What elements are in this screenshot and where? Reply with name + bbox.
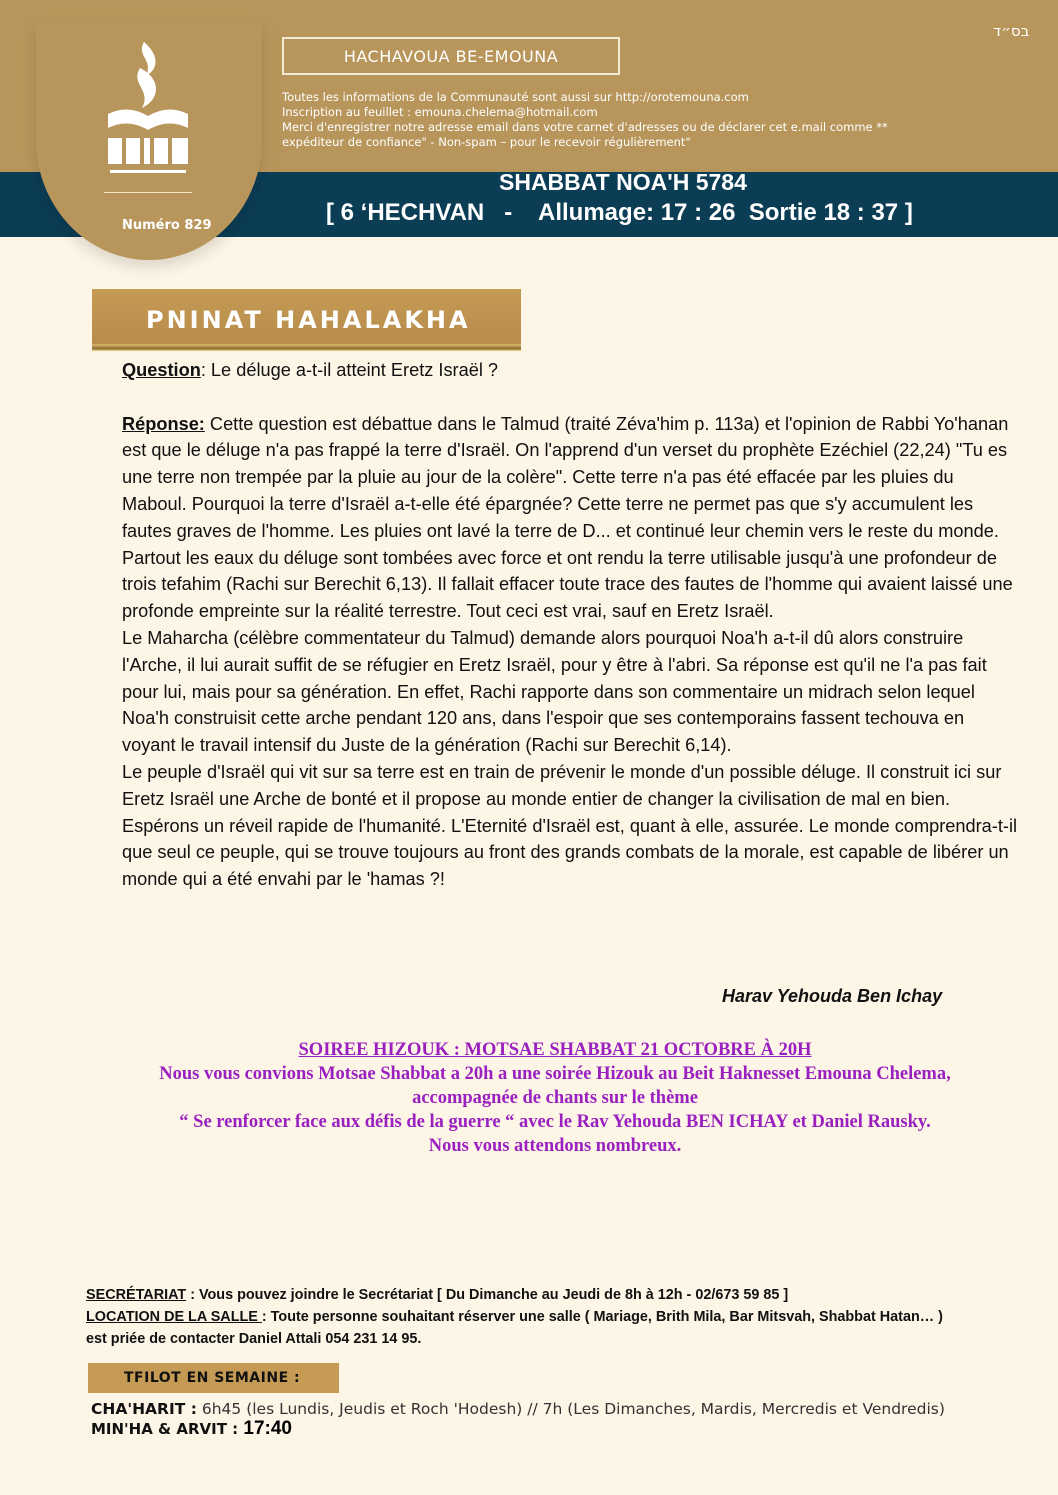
info-line: Inscription au feuillet : emouna.chelema@hotmail.com <box>282 105 598 119</box>
location-line-2: est priée de contacter Daniel Attali 054 231 14 95. <box>86 1331 422 1347</box>
event-line: accompagnée de chants sur le thème <box>412 1088 698 1108</box>
location-label: LOCATION DE LA SALLE <box>86 1309 262 1325</box>
shabbat-times: [ 6 ‘HECHVAN - Allumage: 17 : 26 Sortie 18 : 37 ] <box>326 199 913 226</box>
question <box>122 357 1022 384</box>
info-line: expéditeur de confiance" - Non-spam – pour le recevoir régulièrement" <box>282 135 691 149</box>
event-announcement <box>80 1038 1030 1158</box>
minha-label: MIN'HA & ARVIT : <box>91 1420 244 1438</box>
tfilot-title: TFILOT EN SEMAINE : <box>88 1363 339 1393</box>
secretariat-label: SECRÉTARIAT <box>86 1287 187 1303</box>
reponse <box>122 411 1022 625</box>
paragraph: Espérons un réveil rapide de l'humanité. L'Eternité d'Israël est, quant à elle, assurée. Le monde comprendra-t-il que seul ce peuple, qui se trouve toujours au front des grands combats de la morale, est capable de libérer un monde qui a été envahi par le 'hamas ?! <box>122 815 1018 890</box>
section-title: PNINAT HAHALAKHA <box>92 289 521 351</box>
event-line: Nous vous convions Motsae Shabbat a 20h a une soirée Hizouk au Beit Haknesset Emouna Chelema, <box>159 1064 951 1084</box>
event-line: Nous vous attendons nombreux. <box>428 1136 682 1156</box>
logo-divider <box>104 192 192 193</box>
info-line: Merci d'enregistrer notre adresse email dans votre carnet d'adresses ou de déclarer cet e.mail comme ** <box>282 120 888 134</box>
reponse-text: Cette question est débattue dans le Talmud (traité Zéva'him p. 113a) et l'opinion de Rabbi Yo'hanan est que le déluge n'a pas frappé la terre d'Israël. On l'apprend d'un verset du prophète Ezéchiel (22,24) "Tu es une terre non trempée par la pluie au jour de la colère". Cette terre n'a pas été effacée par les pluies du Maboul. Pourquoi la terre d'Israël a-t-elle été épargnée? Cette terre ne permet pas que s'y accumulent les fautes graves de l'homme. Les pluies ont lavé la terre de D... et continué leur chemin vers le reste du monde. Partout les eaux du déluge sont tombées avec force et ont rendu la terre utilisable jusqu'à une profondeur de trois tefahim (Rachi sur Berechit 6,13). Il fallait effacer toute trace des fautes de l'homme qui avaient laissé une profonde empreinte sur la réalité terrestre. Tout ceci est vrai, sauf en Eretz Israël. <box>122 413 1013 622</box>
issue-number: Numéro 829 <box>122 218 212 233</box>
event-line: “ Se renforcer face aux défis de la guerre “ avec le Rav Yehouda BEN ICHAY et Daniel Rausky. <box>179 1112 931 1132</box>
bsd-mark: בס״ד <box>993 22 1030 40</box>
paragraph: Le Maharcha (célèbre commentateur du Talmud) demande alors pourquoi Noa'h a-t-il dû alors construire l'Arche, il lui aurait suffit de se réfugier en Eretz Israël, pour y être à l'abri. Sa réponse est qu'il ne l'a pas fait pour lui, mais pour sa génération. En effet, Rachi rapporte dans son commentaire un midrach selon lequel Noa'h construisit cette arche pendant 120 ans, dans l'espoir que ses contemporains fassent techouva en voyant le travail intensif du Juste de la génération (Rachi sur Berechit 6,14). <box>122 627 987 756</box>
minha-line <box>91 1418 292 1440</box>
reponse-label: Réponse: <box>122 413 205 434</box>
header-info <box>282 90 942 150</box>
chaharit-text: 6h45 (les Lundis, Jeudis et Roch 'Hodesh) // 7h (Les Dimanches, Mardis, Mercredis et Vendredis) <box>196 1400 945 1418</box>
event-title: SOIREE HIZOUK : MOTSAE SHABBAT 21 OCTOBRE À 20H <box>298 1040 812 1060</box>
question-label: Question <box>122 360 201 380</box>
question-text: : Le déluge a-t-il atteint Eretz Israël ? <box>200 360 499 380</box>
author-signature: Harav Yehouda Ben Ichay <box>722 986 943 1006</box>
secretariat-line <box>86 1284 1051 1306</box>
location-text: : Toute personne souhaitant réserver une salle ( Mariage, Brith Mila, Bar Mitsvah, Shabbat Hatan… ) <box>261 1309 943 1325</box>
chaharit-line <box>91 1400 945 1418</box>
minha-time: 17:40 <box>243 1418 292 1439</box>
secretariat-text: : Vous pouvez joindre le Secrétariat [ Du Dimanche au Jeudi de 8h à 12h - 02/673 59 85 ] <box>186 1287 789 1303</box>
info-line: Toutes les informations de la Communauté sont aussi sur http://orotemouna.com <box>282 90 749 104</box>
shabbat-title: SHABBAT NOA'H 5784 <box>499 169 747 195</box>
footer-info <box>86 1284 1051 1350</box>
chaharit-label: CHA'HARIT : <box>91 1400 197 1418</box>
article-body <box>122 357 1022 893</box>
location-line <box>86 1306 1051 1328</box>
emouna-logo-icon <box>100 38 196 180</box>
paragraph: Le peuple d'Israël qui vit sur sa terre est en train de prévenir le monde d'un possible déluge. Il construit ici sur Eretz Israël une Arche de bonté et il propose au monde entier de changer la civilisation de mal en bien. <box>122 761 1002 809</box>
brand-title-box: HACHAVOUA BE-EMOUNA <box>282 37 620 75</box>
